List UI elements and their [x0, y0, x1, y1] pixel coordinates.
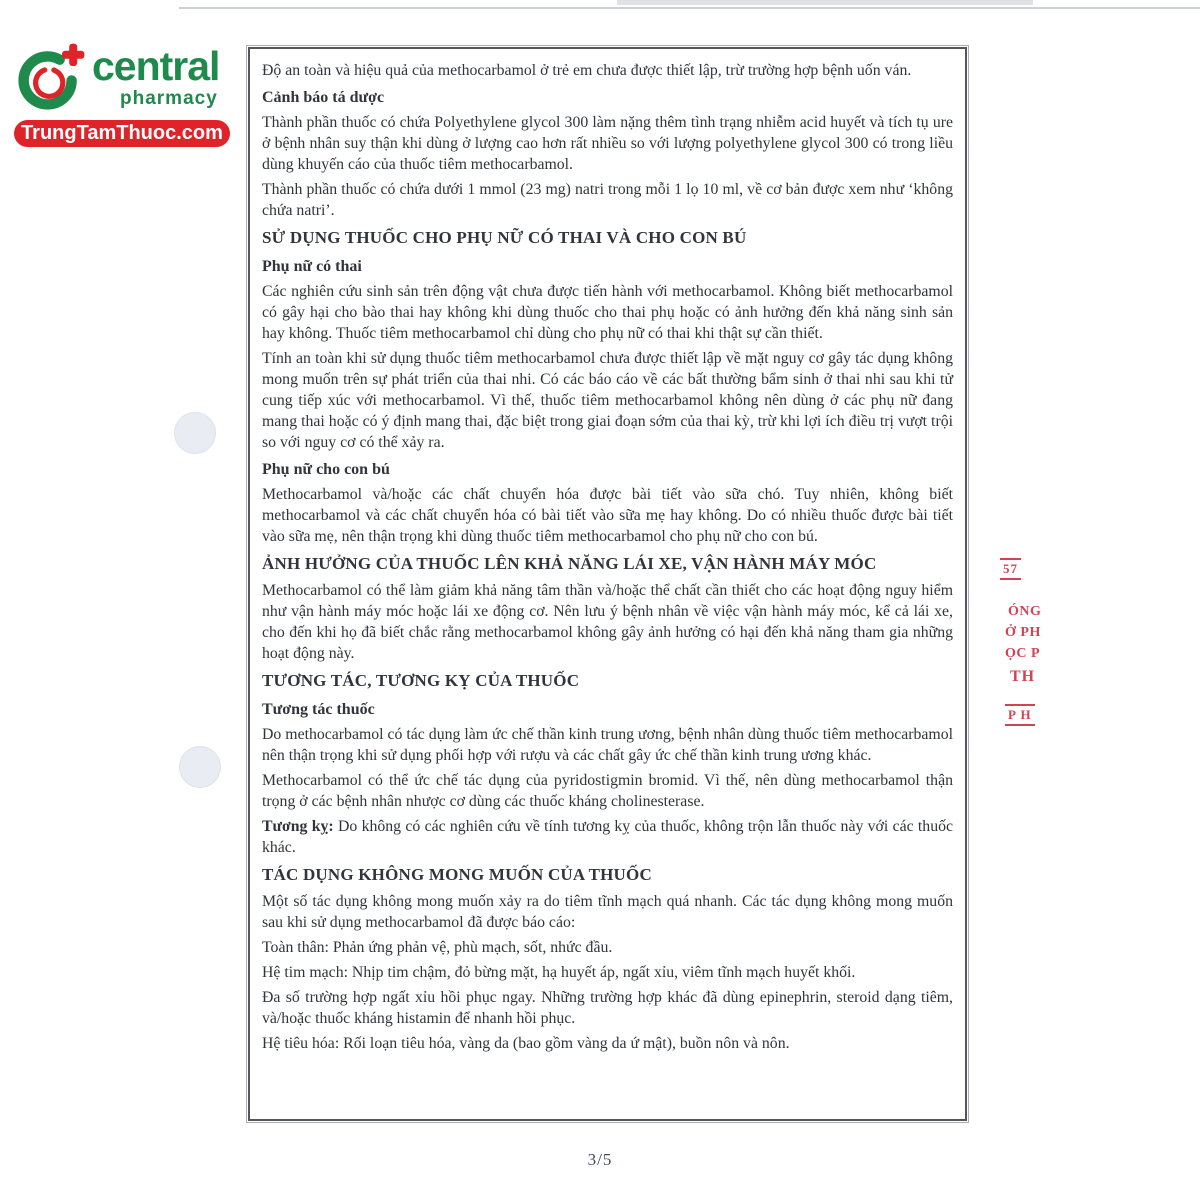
- stamp-text-line: TH: [1010, 668, 1036, 685]
- doc-paragraph: Tương kỵ: Do không có các nghiên cứu về tính tương kỵ của thuốc, không trộn lẫn thuốc này với các thuốc khác.: [262, 817, 954, 856]
- doc-paragraph: Thành phần thuốc có chứa dưới 1 mmol (23 mg) natri trong mỗi 1 lọ 10 ml, về cơ bản được xem như ‘không chứa natri’.: [262, 181, 953, 220]
- doc-heading: Cảnh báo tá dược: [262, 89, 385, 106]
- central-pharmacy-icon: [14, 38, 86, 114]
- page-number: 3/5: [587, 1150, 613, 1169]
- logo-site-banner: TrungTamThuoc.com: [14, 120, 230, 147]
- hole-punch-top: [174, 412, 216, 454]
- stamp-number: 57: [1000, 558, 1021, 580]
- doc-paragraph: Methocarbamol và/hoặc các chất chuyển hóa được bài tiết vào sữa chó. Tuy nhiên, không biết methocarbamol và các chất chuyển hóa có bài tiết vào sữa mẹ hay không. Do có nhiều thuốc được bài tiết vào sữa mẹ, nên thận trọng khi dùng thuốc tiêm methocarbamol cho phụ nữ cho con bú.: [262, 486, 953, 546]
- doc-paragraph: Hệ tiêu hóa: Rối loạn tiêu hóa, vàng da (bao gồm vàng da ứ mật), buồn nôn và nôn.: [262, 1034, 790, 1052]
- doc-paragraph: Thành phần thuốc có chứa Polyethylene glycol 300 làm nặng thêm tình trạng nhiễm acid huyết và tích tụ ure ở bệnh nhân suy thận khi dùng ở lượng cao hơn rất nhiều so với lượng polyethylene glycol 300 có trong liều dùng khuyến cáo của thuốc tiêm methocarbamol.: [262, 114, 953, 174]
- doc-heading: TƯƠNG TÁC, TƯƠNG KỴ CỦA THUỐC: [262, 671, 580, 691]
- stamp-text-line: ÓNG: [1008, 604, 1042, 619]
- stamp-text-line: Ở PH: [1005, 625, 1041, 640]
- logo-brand-text: central: [92, 43, 220, 89]
- leaflet-text-box: [248, 47, 967, 1121]
- doc-paragraph: Hệ tim mạch: Nhịp tim chậm, đỏ bừng mặt, hạ huyết áp, ngất xỉu, viêm tĩnh mạch huyết khối.: [262, 963, 856, 981]
- doc-paragraph: Toàn thân: Phản ứng phản vệ, phù mạch, sốt, nhức đầu.: [262, 938, 613, 956]
- doc-paragraph: Độ an toàn và hiệu quả của methocarbamol ở trẻ em chưa được thiết lập, trừ trường hợp bệnh uốn ván.: [262, 62, 912, 79]
- doc-heading: Phụ nữ có thai: [262, 257, 362, 275]
- doc-heading: TÁC DỤNG KHÔNG MONG MUỐN CỦA THUỐC: [262, 864, 652, 884]
- stamp-text-line: P H: [1005, 704, 1035, 726]
- doc-heading: ẢNH HƯỞNG CỦA THUỐC LÊN KHẢ NĂNG LÁI XE, VẬN HÀNH MÁY MÓC: [262, 554, 877, 574]
- doc-heading: Tương tác thuốc: [262, 700, 375, 718]
- doc-paragraph: Do methocarbamol có tác dụng làm ức chế thần kinh trung ương, bệnh nhân dùng thuốc tiêm methocarbamol nên thận trọng khi sử dụng phối hợp với rượu và các chất gây ức chế thần kinh trung ương khác.: [262, 725, 953, 764]
- red-stamp-fragments: [999, 558, 1069, 726]
- doc-heading: Phụ nữ cho con bú: [262, 461, 390, 479]
- doc-paragraph: Một số tác dụng không mong muốn xảy ra do tiêm tĩnh mạch quá nhanh. Các tác dụng không mong muốn sau khi sử dụng methocarbamol đã được báo cáo:: [262, 892, 953, 931]
- doc-paragraph: Các nghiên cứu sinh sản trên động vật chưa được tiến hành với methocarbamol. Không biết methocarbamol có gây hại cho bào thai hay không khi dùng thuốc cho thai phụ hoặc có ảnh hưởng đến khả năng sinh sản hay không. Thuốc tiêm methocarbamol chỉ dùng cho phụ nữ có thai khi thật sự cần thiết.: [262, 283, 953, 343]
- document-body: [262, 60, 953, 1054]
- doc-paragraph: Tính an toàn khi sử dụng thuốc tiêm methocarbamol chưa được thiết lập về mặt nguy cơ gây tác dụng không mong muốn trên sự phát triển của thai nhi. Có các báo cáo về các bất thường bẩm sinh ở thai nhi sau khi tử cung tiếp xúc với methocarbamol. Vì thế, thuốc tiêm methocarbamol không nên dùng ở các phụ nữ đang mang thai hoặc có ý định mang thai, đặc biệt trong giai đoạn sớm của thai kỳ, trừ khi lợi ích điều trị vượt trội so với nguy cơ có thể xảy ra.: [262, 350, 953, 452]
- doc-paragraph: Đa số trường hợp ngất xỉu hồi phục ngay. Những trường hợp khác đã dùng epinephrin, steroid dạng tiêm, và/hoặc thuốc kháng histamin để nhanh hồi phục.: [262, 988, 953, 1027]
- scan-artifact-line: [179, 7, 1200, 9]
- doc-paragraph: Methocarbamol có thể ức chế tác dụng của pyridostigmin bromid. Vì thế, nên dùng methocarbamol thận trọng ở các bệnh nhân nhược cơ dùng các thuốc kháng cholinesterase.: [262, 771, 953, 810]
- doc-paragraph: Methocarbamol có thể làm giảm khả năng tâm thần và/hoặc thể chất cần thiết cho các hoạt động nguy hiểm như vận hành máy móc hoặc lái xe động cơ. Nên lưu ý bệnh nhân về việc vận hành máy móc, kể cả lái xe, cho đến khi họ đã biết chắc rằng methocarbamol không gây ảnh hưởng có hại đến khả năng tham gia những hoạt động này.: [262, 582, 953, 663]
- pharmacy-logo: [14, 38, 236, 147]
- logo-tagline-text: pharmacy: [120, 88, 218, 109]
- scan-artifact-band: [617, 0, 1033, 5]
- doc-paragraph-lead: Tương kỵ:: [262, 817, 334, 835]
- stamp-text-line: ỌC P: [1005, 646, 1041, 661]
- hole-punch-bottom: [179, 746, 221, 788]
- doc-heading: SỬ DỤNG THUỐC CHO PHỤ NỮ CÓ THAI VÀ CHO CON BÚ: [262, 228, 747, 248]
